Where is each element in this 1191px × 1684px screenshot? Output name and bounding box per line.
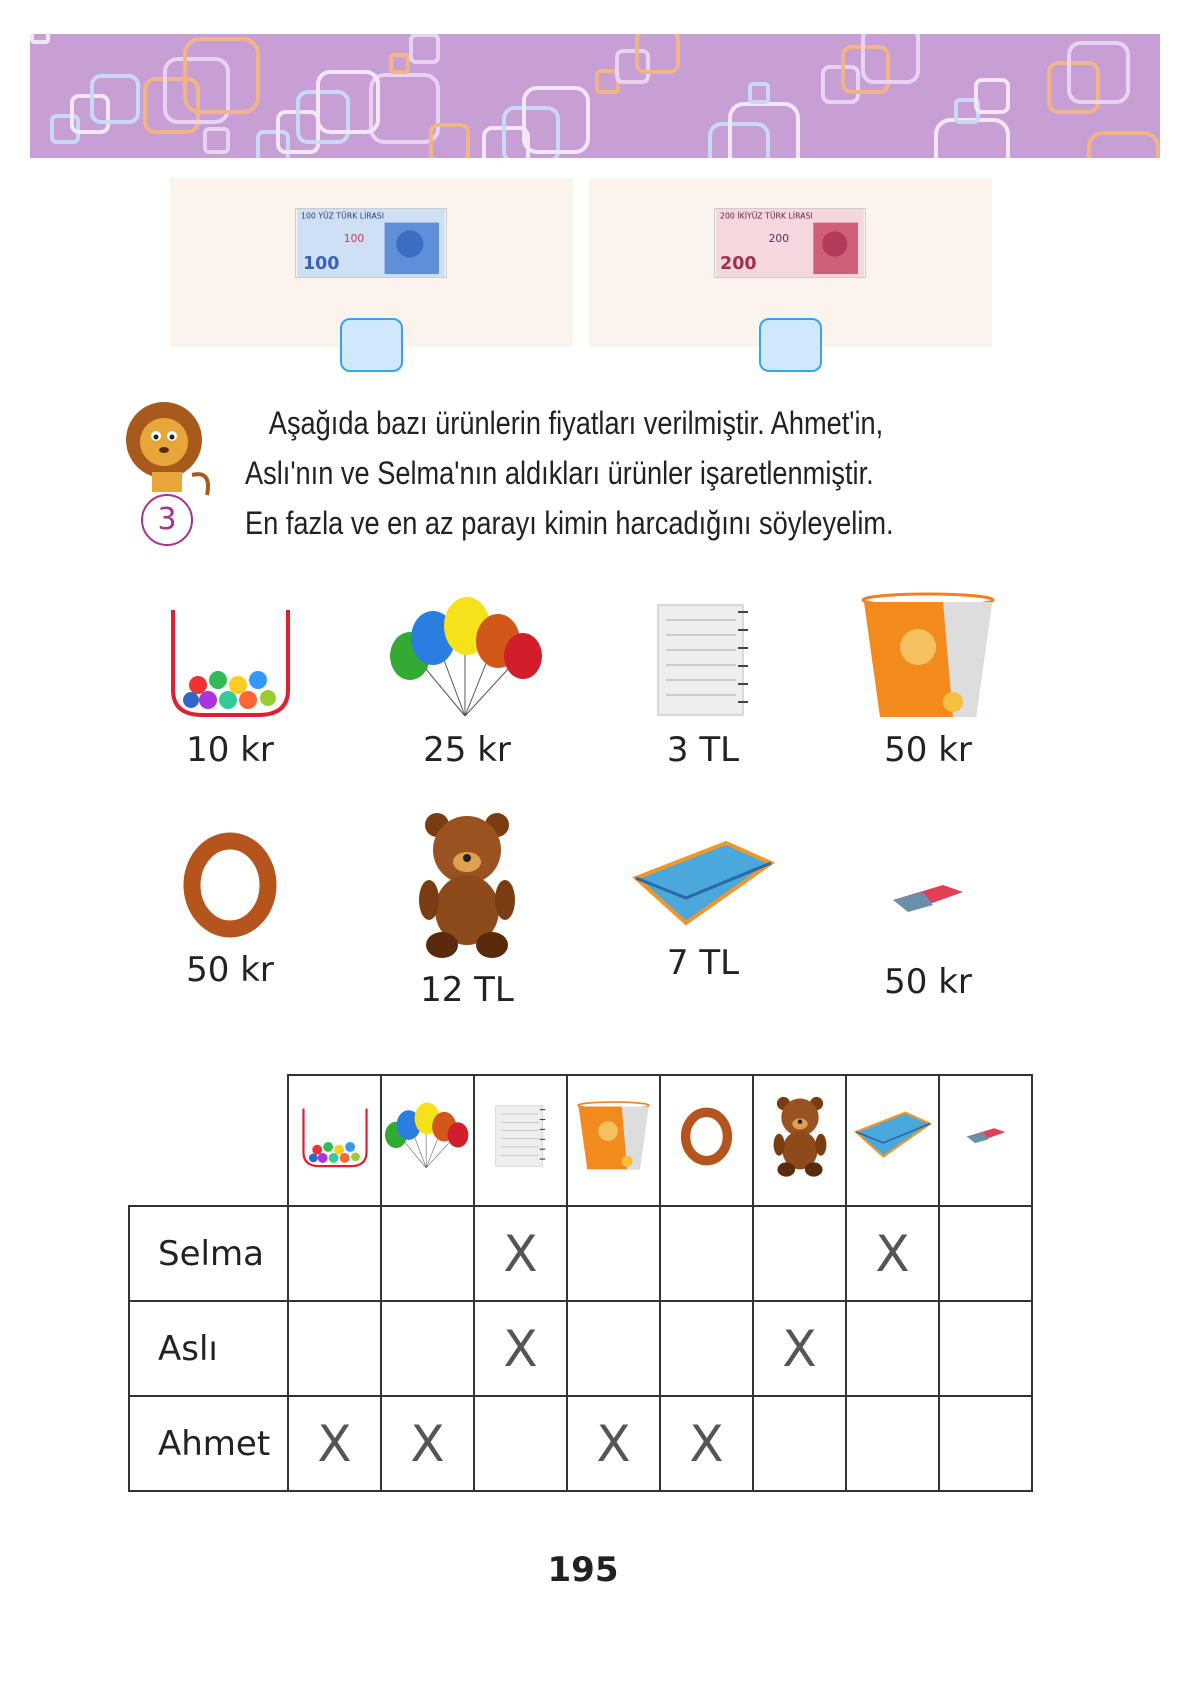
banknote-200-icon — [714, 208, 866, 278]
banner-pattern-square — [1067, 41, 1130, 104]
mark-cell[interactable] — [753, 1206, 846, 1301]
mark-cell[interactable] — [474, 1206, 567, 1301]
banknote-100-icon — [295, 208, 447, 278]
header-pencil-case-cell — [846, 1075, 939, 1206]
banner-pattern-square — [934, 118, 1010, 158]
juice-cup-icon — [858, 592, 998, 720]
item-marbles — [120, 600, 340, 770]
header-teddy-bear-cell — [753, 1075, 846, 1206]
mark-cell[interactable] — [567, 1396, 660, 1491]
mark-cell[interactable] — [381, 1301, 474, 1396]
banner-pattern-square — [1087, 131, 1160, 158]
mark-cell[interactable] — [474, 1301, 567, 1396]
notebook-icon — [648, 600, 758, 720]
banner-pattern-square — [748, 82, 770, 104]
question-text — [245, 398, 1037, 548]
x-mark: X — [689, 1414, 724, 1473]
mark-cell[interactable] — [381, 1206, 474, 1301]
eraser-icon — [964, 1120, 1008, 1153]
header-marbles-jar-cell — [288, 1075, 381, 1206]
x-mark: X — [875, 1224, 910, 1283]
banner-pattern-square — [974, 78, 1010, 114]
x-mark: X — [596, 1414, 631, 1473]
pencil-case-icon — [631, 838, 776, 933]
item-simit — [120, 830, 340, 990]
banknote-100-value: 100 — [303, 254, 340, 275]
mark-cell[interactable] — [288, 1206, 381, 1301]
x-mark: X — [503, 1319, 538, 1378]
item-price: 50 kr — [186, 950, 274, 990]
answer-box-100[interactable] — [340, 318, 403, 372]
eraser-icon — [888, 870, 968, 930]
pencil-case-icon — [853, 1110, 933, 1162]
mark-cell[interactable] — [660, 1301, 753, 1396]
mark-cell[interactable] — [753, 1301, 846, 1396]
row-name: Ahmet — [129, 1396, 288, 1491]
question-number: 3 — [141, 494, 193, 546]
mark-cell[interactable] — [660, 1396, 753, 1491]
header-notebook-cell — [474, 1075, 567, 1206]
header-juice-cup-cell — [567, 1075, 660, 1206]
x-mark: X — [317, 1414, 352, 1473]
marbles-jar-icon — [163, 600, 298, 720]
mark-cell[interactable] — [660, 1206, 753, 1301]
simit-icon — [180, 830, 280, 940]
juice-cup-icon — [575, 1101, 652, 1171]
item-balloons — [357, 596, 577, 770]
mark-cell[interactable] — [846, 1301, 939, 1396]
mark-cell[interactable] — [753, 1396, 846, 1491]
item-eraser — [818, 870, 1038, 1002]
mark-cell[interactable] — [474, 1396, 567, 1491]
banner-pattern-square — [30, 34, 50, 44]
banner-pattern-square — [861, 34, 920, 84]
mark-cell[interactable] — [846, 1396, 939, 1491]
mark-cell[interactable] — [846, 1206, 939, 1301]
balloons-icon — [385, 596, 550, 720]
svg-text:200: 200 — [768, 232, 790, 246]
banner-pattern-square — [316, 70, 380, 134]
x-mark: X — [503, 1224, 538, 1283]
item-price: 7 TL — [666, 943, 740, 983]
banner-pattern-square — [522, 86, 590, 154]
x-mark: X — [782, 1319, 817, 1378]
mark-cell[interactable] — [939, 1301, 1032, 1396]
empty-corner-cell — [129, 1075, 288, 1206]
item-notebook — [593, 600, 813, 770]
lion-mascot-icon — [122, 400, 217, 500]
mark-cell[interactable] — [567, 1206, 660, 1301]
x-mark: X — [410, 1414, 445, 1473]
item-price: 50 kr — [884, 962, 972, 1002]
table-row-selma — [129, 1206, 1032, 1301]
banner-pattern-square — [728, 102, 800, 158]
question-line: En fazla ve en az parayı kimin harcadığını söyleyelim. — [245, 505, 894, 541]
item-price: 3 TL — [666, 730, 740, 770]
item-pencil-case — [593, 838, 813, 983]
marbles-jar-icon — [298, 1103, 372, 1169]
purchases-table — [128, 1074, 1033, 1492]
svg-text:100: 100 — [343, 232, 365, 246]
banner-pattern-square — [635, 34, 680, 74]
decorative-banner — [30, 34, 1160, 158]
banner-pattern-square — [90, 74, 140, 124]
mark-cell[interactable] — [288, 1301, 381, 1396]
item-juice — [818, 592, 1038, 770]
page-number: 195 — [547, 1550, 619, 1590]
banner-pattern-square — [389, 53, 410, 74]
mark-cell[interactable] — [567, 1301, 660, 1396]
table-header-row — [129, 1075, 1032, 1206]
banner-pattern-square — [429, 123, 470, 158]
banner-pattern-square — [183, 37, 260, 114]
banknote-200-value: 200 — [720, 254, 757, 275]
row-name: Aslı — [129, 1301, 288, 1396]
answer-box-200[interactable] — [759, 318, 822, 372]
teddy-bear-icon — [407, 810, 527, 960]
header-balloons-cell — [381, 1075, 474, 1206]
mark-cell[interactable] — [381, 1396, 474, 1491]
row-name: Selma — [129, 1206, 288, 1301]
mark-cell[interactable] — [939, 1396, 1032, 1491]
banknote-200-label: 200 İKİYÜZ TÜRK LİRASI — [720, 211, 813, 221]
banner-pattern-square — [203, 127, 230, 154]
balloons-icon — [382, 1102, 473, 1170]
item-price: 10 kr — [186, 730, 274, 770]
banknote-100-label: 100 YÜZ TÜRK LİRASI — [301, 211, 385, 221]
item-teddy — [357, 810, 577, 1010]
simit-icon — [679, 1106, 734, 1167]
item-price: 12 TL — [420, 970, 514, 1010]
table-row-ahmet — [129, 1396, 1032, 1491]
question-line: Aslı'nın ve Selma'nın aldıkları ürünler işaretlenmiştir. — [245, 455, 874, 491]
table-row-aslı — [129, 1301, 1032, 1396]
item-price: 50 kr — [884, 730, 972, 770]
header-simit-cell — [660, 1075, 753, 1206]
mark-cell[interactable] — [939, 1206, 1032, 1301]
item-price: 25 kr — [423, 730, 511, 770]
header-eraser-cell — [939, 1075, 1032, 1206]
notebook-icon — [490, 1103, 551, 1169]
banner-pattern-square — [409, 34, 440, 64]
mark-cell[interactable] — [288, 1396, 381, 1491]
teddy-bear-icon — [767, 1095, 833, 1178]
question-line: Aşağıda bazı ürünlerin fiyatları verilmiştir. Ahmet'in, — [268, 405, 884, 441]
